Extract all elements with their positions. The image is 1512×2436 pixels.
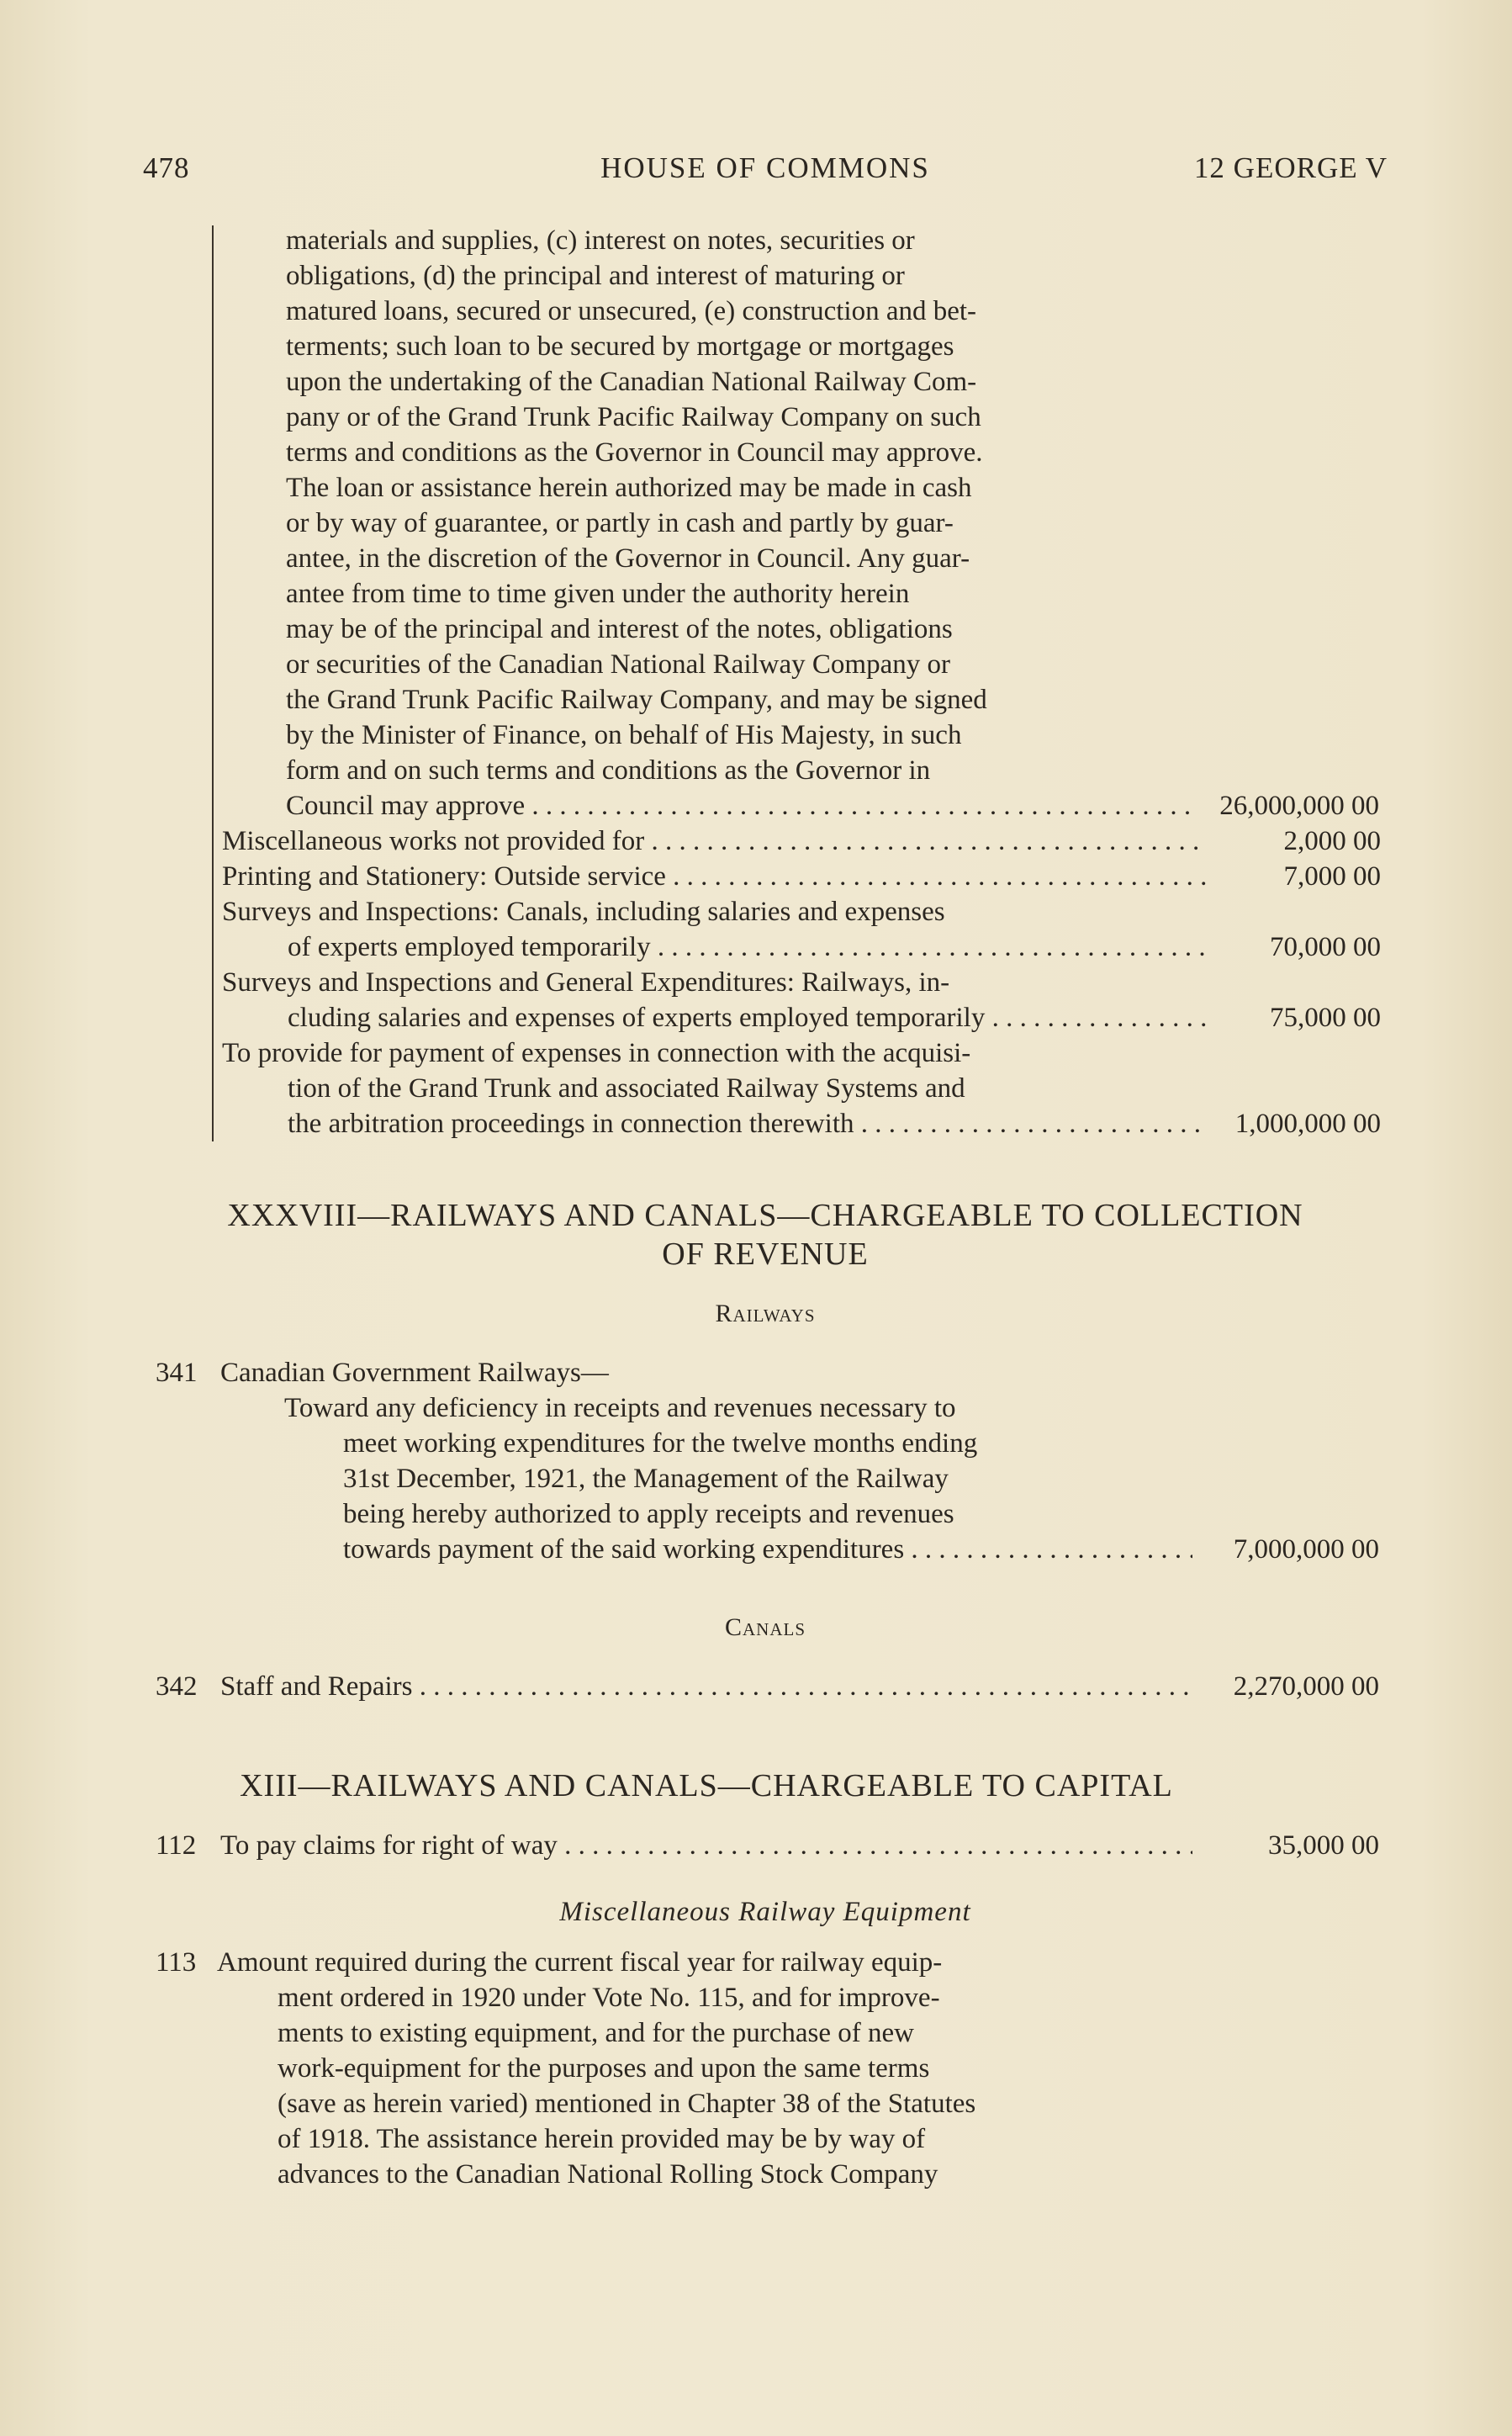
text-line-with-leader bbox=[286, 788, 1194, 823]
section-heading bbox=[143, 1196, 1388, 1274]
amount: 7,000,000 00 bbox=[1233, 1534, 1379, 1565]
section-heading: XIII—RAILWAYS AND CANALS—CHARGEABLE TO CAPITAL bbox=[240, 1768, 1173, 1803]
page-number: 478 bbox=[143, 151, 190, 184]
text-line: materials and supplies, (c) interest on notes, securities or bbox=[286, 225, 915, 256]
subheading-equipment: Miscellaneous Railway Equipment bbox=[559, 1897, 971, 1927]
text-line: may be of the principal and interest of the notes, obligations bbox=[286, 614, 953, 644]
amount: 75,000 00 bbox=[1270, 1003, 1381, 1033]
item-label-continued: cluding salaries and expenses of experts employed temporarily . . . bbox=[288, 1003, 1206, 1033]
text-line: terments; such loan to be secured by mortgage or mortgages bbox=[286, 331, 954, 362]
text-line: pany or of the Grand Trunk Pacific Railway Company on such bbox=[286, 402, 981, 432]
continuation-text bbox=[286, 223, 1194, 823]
vote-title-with-leader bbox=[220, 1828, 1192, 1863]
text-line: or securities of the Canadian National Railway Company or bbox=[286, 649, 950, 680]
section-heading-line: XXXVIII—RAILWAYS AND CANALS—CHARGEABLE TO COLLECTION bbox=[227, 1198, 1303, 1233]
text-line: obligations, (d) the principal and interest of maturing or bbox=[286, 261, 905, 291]
amount: 70,000 00 bbox=[1270, 932, 1381, 962]
vote-text-line: meet working expenditures for the twelve months ending bbox=[343, 1428, 978, 1459]
text-line: or by way of guarantee, or partly in cash and partly by guar- bbox=[286, 508, 954, 538]
text-line: the Grand Trunk Pacific Railway Company, and may be signed bbox=[286, 685, 987, 715]
amount: 2,270,000 00 bbox=[1233, 1671, 1379, 1702]
amount: 35,000 00 bbox=[1268, 1830, 1379, 1861]
item-label: Miscellaneous works not provided for . . . bbox=[222, 826, 1206, 856]
vote-title: Canadian Government Railways— bbox=[220, 1358, 609, 1388]
text-line: antee from time to time given under the authority herein bbox=[286, 579, 910, 609]
text-line: Council may approve . . . bbox=[286, 791, 1194, 821]
section-heading-line: OF REVENUE bbox=[662, 1237, 869, 1272]
text-line: matured loans, secured or unsecured, (e) construction and bet- bbox=[286, 296, 977, 326]
text-line: upon the undertaking of the Canadian National Railway Com- bbox=[286, 367, 977, 397]
item-label-continued: of experts employed temporarily . . . bbox=[288, 932, 1206, 962]
vote-number: 342 bbox=[156, 1671, 198, 1702]
vote-text-line: advances to the Canadian National Rolling Stock Company bbox=[278, 2159, 938, 2190]
vote-text-line: ments to existing equipment, and for the purchase of new bbox=[278, 2018, 914, 2048]
vote-text-line: Toward any deficiency in receipts and revenues necessary to bbox=[284, 1393, 956, 1423]
item-label: Surveys and Inspections and General Expenditures: Railways, in- bbox=[222, 967, 950, 998]
vote-number: 113 bbox=[156, 1947, 197, 1978]
item-label: Surveys and Inspections: Canals, including salaries and expenses bbox=[222, 897, 945, 927]
item-label: To provide for payment of expenses in connection with the acquisi- bbox=[222, 1038, 971, 1068]
vote-text-line: Amount required during the current fiscal year for railway equip- bbox=[217, 1947, 943, 1978]
list-item bbox=[212, 859, 1389, 894]
vote-text-line: (save as herein varied) mentioned in Chapter 38 of the Statutes bbox=[278, 2089, 976, 2119]
vote-number: 112 bbox=[156, 1830, 197, 1861]
regnal-year: 12 GEORGE V bbox=[1193, 151, 1388, 184]
text-line: by the Minister of Finance, on behalf of His Majesty, in such bbox=[286, 720, 962, 750]
list-item bbox=[212, 894, 1389, 965]
vote-text-line: ment ordered in 1920 under Vote No. 115, and for improve- bbox=[278, 1983, 940, 2013]
item-label-continued: tion of the Grand Trunk and associated Railway Systems and bbox=[288, 1073, 965, 1104]
item-label-continued: the arbitration proceedings in connection therewith . . . bbox=[288, 1109, 1206, 1139]
text-line: The loan or assistance herein authorized may be made in cash bbox=[286, 473, 972, 503]
vote-text-line: work-equipment for the purposes and upon the same terms bbox=[278, 2053, 930, 2084]
amount: 2,000 00 bbox=[1283, 826, 1381, 856]
vote-text-line: towards payment of the said working expenditures . . . bbox=[343, 1534, 1192, 1565]
list-item bbox=[212, 1035, 1389, 1141]
subheading-canals: Canals bbox=[724, 1613, 806, 1641]
vote-number: 341 bbox=[156, 1358, 198, 1388]
journal-title: HOUSE OF COMMONS bbox=[600, 151, 930, 184]
text-line: terms and conditions as the Governor in Council may approve. bbox=[286, 437, 983, 468]
vote-text-line: 31st December, 1921, the Management of the Railway bbox=[343, 1464, 949, 1494]
vote-title-with-leader bbox=[220, 1669, 1192, 1704]
vote-text-line: of 1918. The assistance herein provided may be by way of bbox=[278, 2124, 926, 2154]
running-header bbox=[143, 151, 1388, 193]
list-item bbox=[212, 823, 1389, 859]
vote-title: Staff and Repairs . . . bbox=[220, 1671, 1192, 1702]
text-line: form and on such terms and conditions as the Governor in bbox=[286, 755, 931, 786]
item-list bbox=[212, 823, 1389, 1141]
item-label: Printing and Stationery: Outside service . . . bbox=[222, 861, 1206, 892]
vote-title: To pay claims for right of way . . . bbox=[220, 1830, 1192, 1861]
vote-text-line-with-leader bbox=[343, 1532, 1192, 1567]
text-line: antee, in the discretion of the Governor in Council. Any guar- bbox=[286, 543, 970, 574]
subheading-railways: Railways bbox=[715, 1300, 816, 1327]
list-item bbox=[212, 965, 1389, 1035]
amount: 7,000 00 bbox=[1283, 861, 1381, 892]
amount: 1,000,000 00 bbox=[1234, 1109, 1381, 1139]
vote-text-line: being hereby authorized to apply receipts and revenues bbox=[343, 1499, 954, 1529]
amount: 26,000,000 00 bbox=[1219, 791, 1379, 821]
